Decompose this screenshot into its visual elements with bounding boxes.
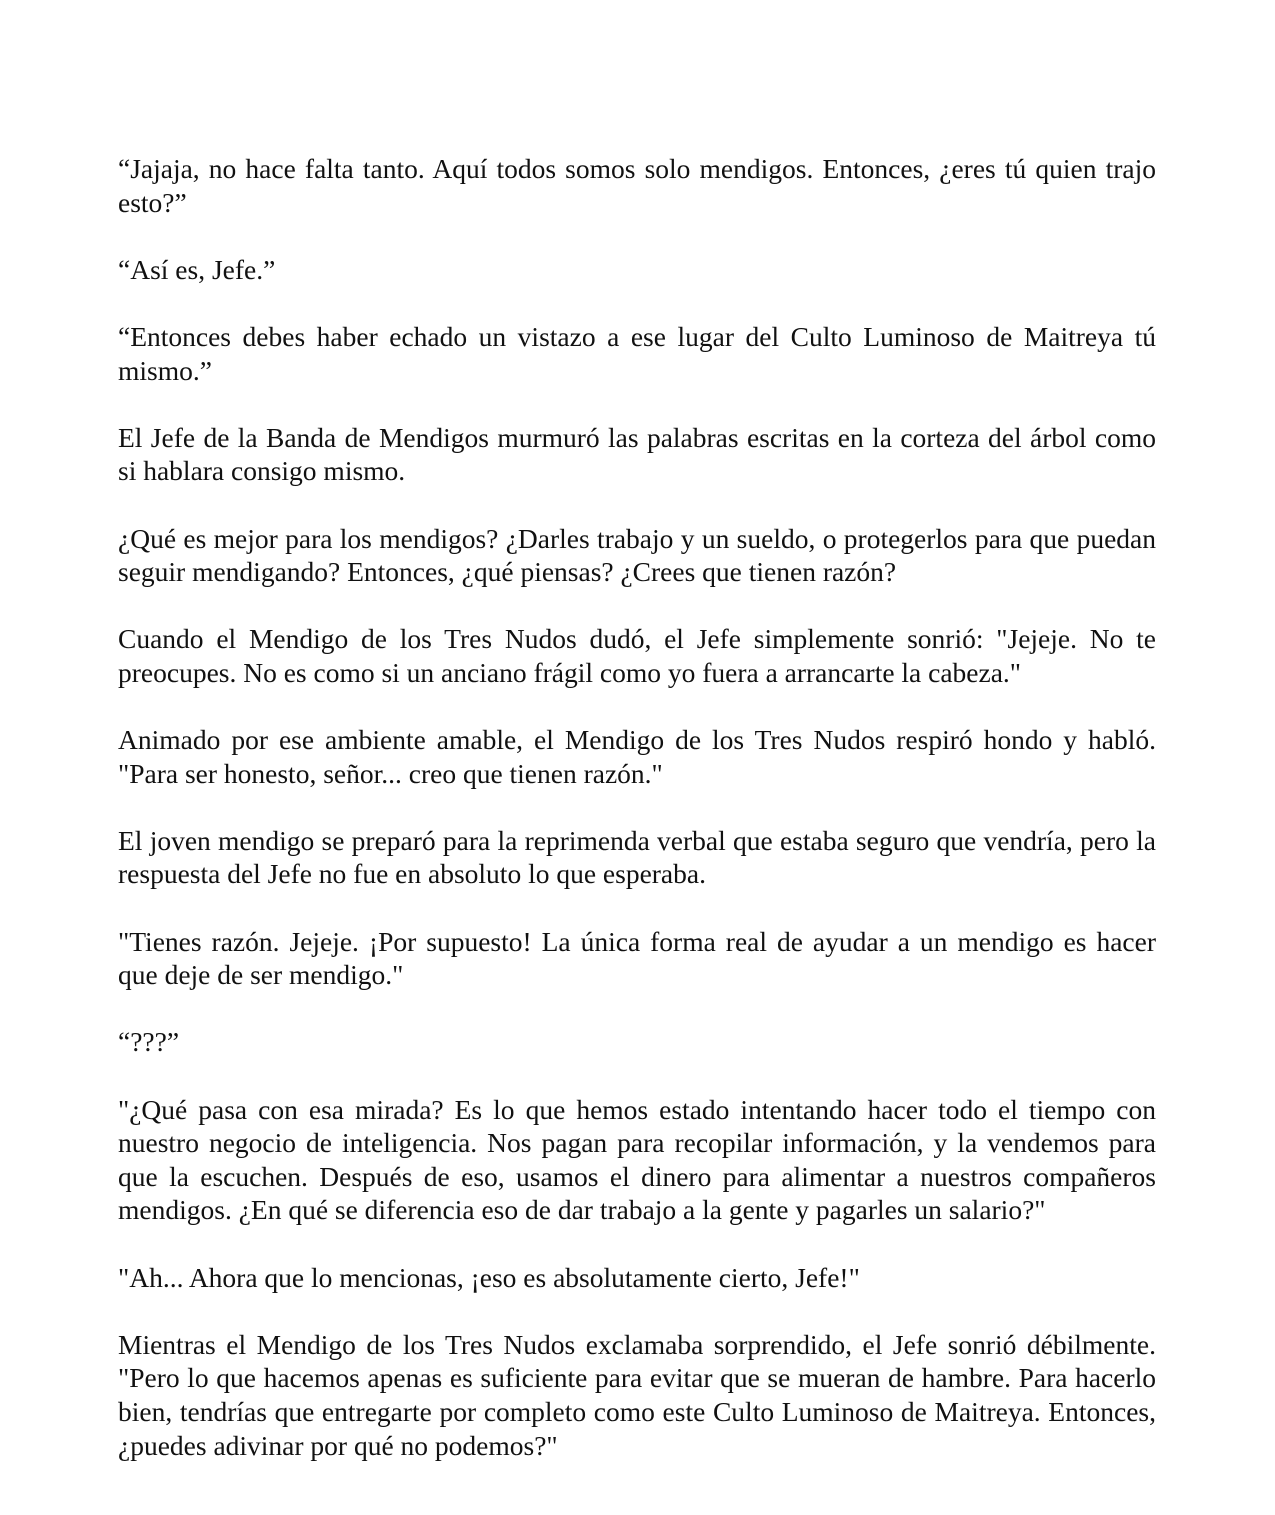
paragraph: “Así es, Jefe.” — [118, 253, 276, 285]
paragraph: Cuando el Mendigo de los Tres Nudos dudó, el Jefe simplemente sonrió: "Jejeje. No te preocupes. No es como si un anciano frágil como yo fuera a arrancarte la cabeza." — [118, 623, 1156, 688]
paragraph: El Jefe de la Banda de Mendigos murmuró las palabras escritas en la corteza del árbol como si hablara consigo mismo. — [118, 421, 1156, 487]
paragraph: “Entonces debes haber echado un vistazo a ese lugar del Culto Luminoso de Maitreya tú mismo.” — [118, 320, 1156, 386]
document-page — [118, 152, 1156, 1462]
paragraph: ¿Qué es mejor para los mendigos? ¿Darles trabajo y un sueldo, o protegerlos para que puedan seguir mendigando? Entonces, ¿qué piensas? ¿Crees que tienen razón? — [118, 522, 1156, 588]
paragraph: "Ah... Ahora que lo mencionas, ¡eso es absolutamente cierto, Jefe!" — [118, 1261, 860, 1293]
paragraph: "¿Qué pasa con esa mirada? Es lo que hemos estado intentando hacer todo el tiempo con nuestro negocio de inteligencia. Nos pagan para recopilar información, y la vendemos para que la escuchen. Después de eso, usamos el dinero para alimentar a nuestros compañeros mendigos. ¿En qué se diferencia eso de dar trabajo a la gente y pagarles un salario?" — [118, 1093, 1156, 1226]
paragraph: Animado por ese ambiente amable, el Mendigo de los Tres Nudos respiró hondo y habló. "Para ser honesto, señor... creo que tienen razón." — [118, 724, 1156, 789]
paragraph: El joven mendigo se preparó para la reprimenda verbal que estaba seguro que vendría, pero la respuesta del Jefe no fue en absoluto lo que esperaba. — [118, 824, 1156, 890]
paragraph: Mientras el Mendigo de los Tres Nudos exclamaba sorprendido, el Jefe sonrió débilmente. "Pero lo que hacemos apenas es suficiente para evitar que se mueran de hambre. Para hacerlo bien, tendrías que entregarte por completo como este Culto Luminoso de Maitreya. Entonces, ¿puedes adivinar por qué no podemos?" — [118, 1328, 1156, 1461]
paragraph: "Tienes razón. Jejeje. ¡Por supuesto! La única forma real de ayudar a un mendigo es hacer que deje de ser mendigo." — [118, 925, 1156, 991]
paragraph: “???” — [118, 1026, 180, 1058]
paragraph: “Jajaja, no hace falta tanto. Aquí todos somos solo mendigos. Entonces, ¿eres tú quien trajo esto?” — [118, 153, 1156, 218]
